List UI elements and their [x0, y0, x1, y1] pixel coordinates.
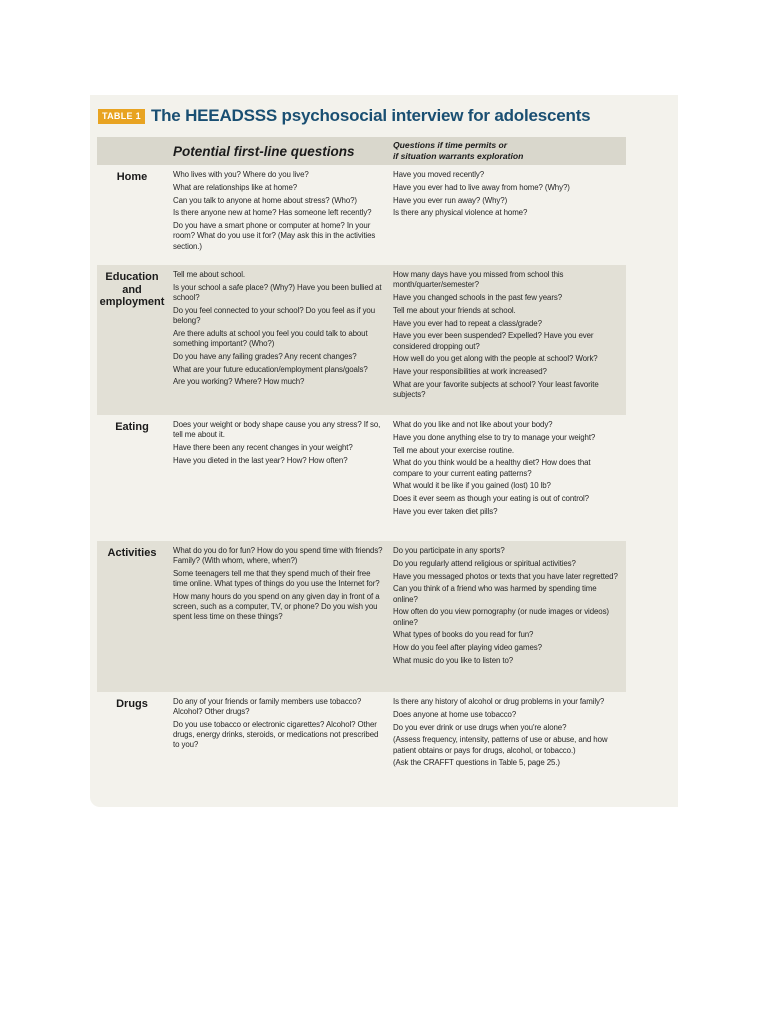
- question-item: Do any of your friends or family members use tobacco? Alcohol? Other drugs?: [173, 697, 362, 717]
- question-item: (Assess frequency, intensity, patterns of use or abuse, and how patient obtains or pays for drugs, alcohol, or tobacco.): [393, 735, 608, 755]
- first-line-questions: [173, 420, 385, 469]
- question-item: Tell me about your exercise routine.: [393, 445, 514, 455]
- first-line-questions: [173, 270, 385, 390]
- question-item: Have you done anything else to try to manage your weight?: [393, 432, 596, 442]
- question-item: What do you think would be a healthy diet? How does that compare to your current eating patterns?: [393, 458, 591, 478]
- question-item: Do you ever drink or use drugs when you're alone?: [393, 722, 567, 732]
- section-education-employment: [97, 265, 626, 415]
- question-item: Can you talk to anyone at home about stress? (Who?): [173, 195, 357, 205]
- question-item: Can you think of a friend who was harmed by spending time online?: [393, 584, 597, 604]
- question-item: What do you do for fun? How do you spend time with friends? Family? (With whom, where, when?): [173, 546, 383, 566]
- question-item: How often do you view pornography (or nude images or videos) online?: [393, 607, 609, 627]
- question-item: What types of books do you read for fun?: [393, 630, 534, 640]
- question-item: What do you like and not like about your body?: [393, 420, 553, 429]
- first-line-questions: [173, 546, 385, 625]
- question-item: What would it be like if you gained (lost) 10 lb?: [393, 481, 551, 491]
- section-drugs: [97, 692, 626, 802]
- column-header-first-line: Potential first-line questions: [173, 144, 355, 159]
- question-item: Do you participate in any sports?: [393, 546, 505, 555]
- question-item: Have your responsibilities at work increased?: [393, 367, 547, 377]
- question-item: Is your school a safe place? (Why?) Have you been bullied at school?: [173, 282, 382, 302]
- question-item: How well do you get along with the people at school? Work?: [393, 354, 598, 364]
- question-item: What are your future education/employment plans/goals?: [173, 364, 368, 374]
- section-label: Activities: [107, 547, 157, 559]
- first-line-questions: [173, 170, 385, 254]
- question-item: Do you use tobacco or electronic cigarettes? Alcohol? Other drugs, energy drinks, steroids, or medications not prescribed to you?: [173, 720, 379, 750]
- question-item: Have you ever had to repeat a class/grade?: [393, 318, 542, 328]
- question-item: (Ask the CRAFFT questions in Table 5, page 25.): [393, 758, 560, 768]
- column-header-row: [97, 137, 626, 165]
- section-label: Drugs: [116, 698, 148, 710]
- question-item: Is there anyone new at home? Has someone left recently?: [173, 208, 372, 218]
- question-item: Do you have a smart phone or computer at home? In your room? What do you use it for? (May ask this in the activities section.): [173, 221, 376, 251]
- question-item: What are relationships like at home?: [173, 182, 298, 192]
- question-item: Have you moved recently?: [393, 170, 485, 179]
- question-item: How many hours do you spend on any given day in front of a screen, such as a computer, TV, or phone? Do you wish you spent less time on these things?: [173, 592, 380, 622]
- if-time-questions: [393, 170, 621, 221]
- question-item: Are there adults at school you feel you could talk to about something important? (Who?): [173, 328, 368, 348]
- section-label: Eating: [115, 421, 149, 433]
- question-item: Have you ever taken diet pills?: [393, 506, 498, 516]
- table-card: [90, 95, 678, 807]
- question-item: Is there any physical violence at home?: [393, 208, 528, 218]
- question-item: Does it ever seem as though your eating is out of control?: [393, 494, 589, 504]
- question-item: Have you changed schools in the past few years?: [393, 293, 562, 302]
- question-item: Does your weight or body shape cause you any stress? If so, tell me about it.: [173, 420, 381, 440]
- column-header-if-time-line1: Questions if time permits or: [393, 140, 508, 150]
- question-item: Some teenagers tell me that they spend much of their free time online. What types of things do you use the Internet for?: [173, 569, 380, 589]
- table-badge: TABLE 1: [98, 109, 145, 124]
- section-activities: [97, 541, 626, 692]
- column-header-if-time: [393, 140, 523, 162]
- question-item: Are you working? Where? How much?: [173, 377, 305, 387]
- question-item: Have you ever run away? (Why?): [393, 195, 508, 205]
- question-item: Tell me about your friends at school.: [393, 305, 516, 315]
- question-item: Who lives with you? Where do you live?: [173, 170, 309, 179]
- question-item: How do you feel after playing video games?: [393, 643, 542, 653]
- section-label: Education and employment: [99, 271, 165, 308]
- question-item: Have you ever had to live away from home? (Why?): [393, 182, 570, 192]
- question-item: Have there been any recent changes in your weight?: [173, 443, 353, 452]
- question-item: Have you messaged photos or texts that you have later regretted?: [393, 571, 618, 581]
- question-item: Have you ever been suspended? Expelled? Have you ever considered dropping out?: [393, 331, 594, 351]
- if-time-questions: [393, 546, 621, 669]
- if-time-questions: [393, 697, 621, 771]
- if-time-questions: [393, 270, 621, 403]
- question-item: Tell me about school.: [173, 270, 246, 279]
- first-line-questions: [173, 697, 385, 753]
- section-eating: [97, 415, 626, 541]
- question-item: Do you regularly attend religious or spiritual activities?: [393, 558, 576, 568]
- if-time-questions: [393, 420, 621, 520]
- column-header-if-time-line2: if situation warrants exploration: [393, 151, 524, 161]
- question-item: Does anyone at home use tobacco?: [393, 709, 517, 719]
- question-item: Do you feel connected to your school? Do you feel as if you belong?: [173, 305, 376, 325]
- question-item: How many days have you missed from school this month/quarter/semester?: [393, 270, 564, 290]
- section-label: Home: [116, 171, 148, 183]
- question-item: Is there any history of alcohol or drug problems in your family?: [393, 697, 605, 706]
- question-item: What are your favorite subjects at school? Your least favorite subjects?: [393, 379, 599, 400]
- table-title: The HEEADSSS psychosocial interview for adolescents: [150, 106, 591, 125]
- table-title-row: [98, 106, 590, 126]
- question-item: Have you dieted in the last year? How? How often?: [173, 455, 348, 465]
- question-item: Do you have any failing grades? Any recent changes?: [173, 351, 357, 361]
- section-home: [97, 165, 626, 265]
- question-item: What music do you like to listen to?: [393, 655, 514, 665]
